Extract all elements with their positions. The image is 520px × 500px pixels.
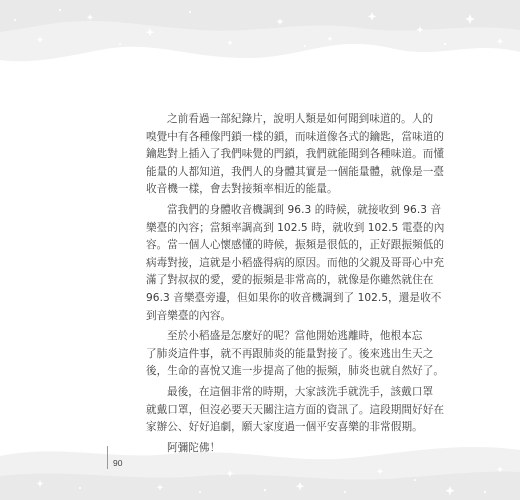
text-line: 就戴口罩，但沒必要天天關注這方面的資訊了。這段期間好好在	[146, 403, 445, 416]
text-line: 最後，在這個非常的時期，大家該洗手就洗手，該戴口罩	[167, 385, 434, 398]
text-line: 病毒對接，這就是小稻盛得病的原因。而他的父親及哥哥心中充	[146, 256, 445, 269]
text-line: 容。當一個人心懷感懂的時候，振頻是很低的，正好跟振頻低的	[146, 239, 445, 252]
text-line: 鑰匙對上插入了我們味覺的門鎖，我們就能聞到各種味道。而懂	[146, 148, 445, 161]
body-text	[146, 111, 445, 460]
bottom-wave-decoration	[0, 420, 520, 500]
text-line: 當我們的身體收音機調到 96.3 的時候，就接收到 96.3 音	[167, 203, 442, 216]
text-line: 96.3 音樂臺旁邊，但如果你的收音機調到了 102.5，還是收不	[146, 291, 442, 304]
page-number-divider	[107, 446, 108, 469]
text-line: 了肺炎這件事，就不再跟肺炎的能量對接了。後來逃出生天之	[146, 347, 434, 360]
text-line: 到音樂臺的內容。	[146, 309, 232, 322]
page-number: 90	[113, 458, 123, 468]
text-line: 嗅覺中有各種像門鎖一樣的鎖，而味道像各式的鑰匙，當味道的	[146, 130, 445, 143]
text-line: 至於小稻盛是怎麼好的呢？當他開始逃離時，他根本忘	[167, 330, 423, 343]
text-line: 後，生命的喜悅又進一步提高了他的振頻，肺炎也就自然好了。	[146, 365, 445, 378]
paragraph-1	[146, 111, 445, 199]
text-line: 能量的人都知道，我們人的身體其實是一個能量體，就像是一臺	[146, 165, 445, 178]
paragraph-2	[146, 202, 445, 325]
text-line: 之前看過一部紀錄片，說明人類是如何聞到味道的。人的	[167, 113, 434, 125]
text-line: 樂臺的內容；當頻率調高到 102.5 時，就收到 102.5 電臺的內	[146, 221, 445, 234]
top-wave-decoration	[0, 0, 520, 95]
text-line: 收音機一樣，會去對接頻率相近的能量。	[146, 183, 338, 196]
text-line: 家辦公、好好追劇，願大家度過一個平安喜樂的非常假期。	[146, 421, 423, 434]
paragraph-3	[146, 328, 445, 381]
text-line: 滿了對叔叔的愛，愛的振頻是非常高的，就像是你雖然就住在	[146, 274, 434, 287]
text-line: 阿彌陀佛！	[167, 441, 221, 454]
